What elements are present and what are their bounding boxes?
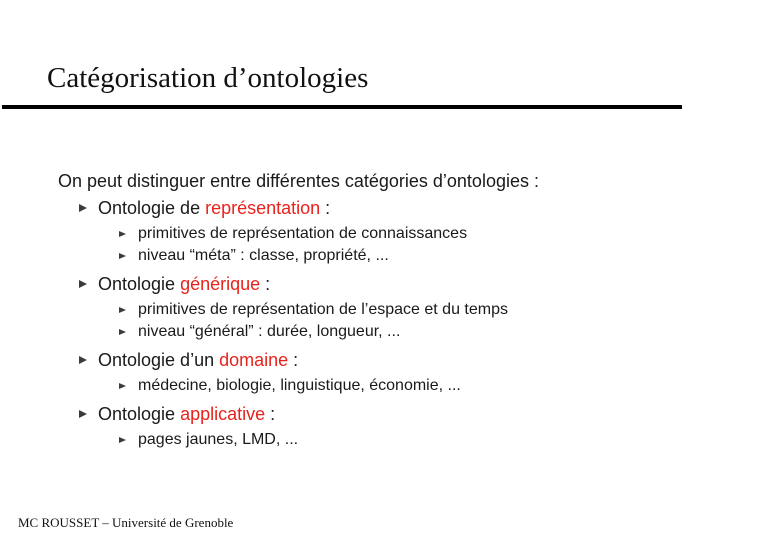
sub-item bbox=[58, 299, 539, 321]
category-item bbox=[58, 195, 539, 222]
sub-item bbox=[58, 321, 539, 343]
category-keyword: domaine bbox=[219, 350, 289, 370]
category-prefix: Ontologie de bbox=[98, 198, 206, 218]
bullet-arrow-icon bbox=[79, 356, 87, 364]
category-item bbox=[58, 401, 539, 428]
category-suffix: : bbox=[320, 198, 331, 218]
bullet-arrow-icon bbox=[119, 329, 126, 335]
category-item bbox=[58, 347, 539, 374]
sub-item-text: médecine, biologie, linguistique, économie, ... bbox=[138, 377, 461, 394]
category-item bbox=[58, 271, 539, 298]
category-suffix: : bbox=[288, 350, 299, 370]
category-suffix: : bbox=[265, 404, 276, 424]
category-suffix: : bbox=[260, 274, 271, 294]
bullet-arrow-icon bbox=[119, 383, 126, 389]
bullet-arrow-icon bbox=[119, 437, 126, 443]
slide-footer: MC ROUSSET – Université de Grenoble bbox=[18, 515, 234, 530]
bullet-arrow-icon bbox=[79, 204, 87, 212]
category-keyword: générique bbox=[180, 274, 261, 294]
category-keyword: applicative bbox=[180, 404, 266, 424]
slide-content bbox=[58, 168, 539, 451]
bullet-arrow-icon bbox=[119, 253, 126, 259]
bullet-arrow-icon bbox=[119, 307, 126, 313]
sub-item bbox=[58, 245, 539, 267]
title-divider bbox=[2, 105, 682, 109]
sub-item-text: niveau “général” : durée, longueur, ... bbox=[138, 323, 401, 340]
intro-text: On peut distinguer entre différentes catégories d’ontologies : bbox=[58, 171, 539, 191]
category-prefix: Ontologie d’un bbox=[98, 350, 220, 370]
category-prefix: Ontologie bbox=[98, 404, 181, 424]
sub-item bbox=[58, 429, 539, 451]
sub-item-text: primitives de représentation de connaissances bbox=[138, 225, 468, 242]
bullet-arrow-icon bbox=[79, 280, 87, 288]
sub-item bbox=[58, 223, 539, 245]
bullet-arrow-icon bbox=[119, 231, 126, 237]
sub-item bbox=[58, 375, 539, 397]
sub-item-text: niveau “méta” : classe, propriété, ... bbox=[138, 247, 389, 264]
category-keyword: représentation bbox=[205, 198, 321, 218]
bullet-arrow-icon bbox=[79, 410, 87, 418]
slide-title: Catégorisation d’ontologies bbox=[47, 62, 369, 94]
category-prefix: Ontologie bbox=[98, 274, 181, 294]
sub-item-text: primitives de représentation de l’espace et du temps bbox=[138, 301, 508, 318]
sub-item-text: pages jaunes, LMD, ... bbox=[138, 431, 299, 448]
